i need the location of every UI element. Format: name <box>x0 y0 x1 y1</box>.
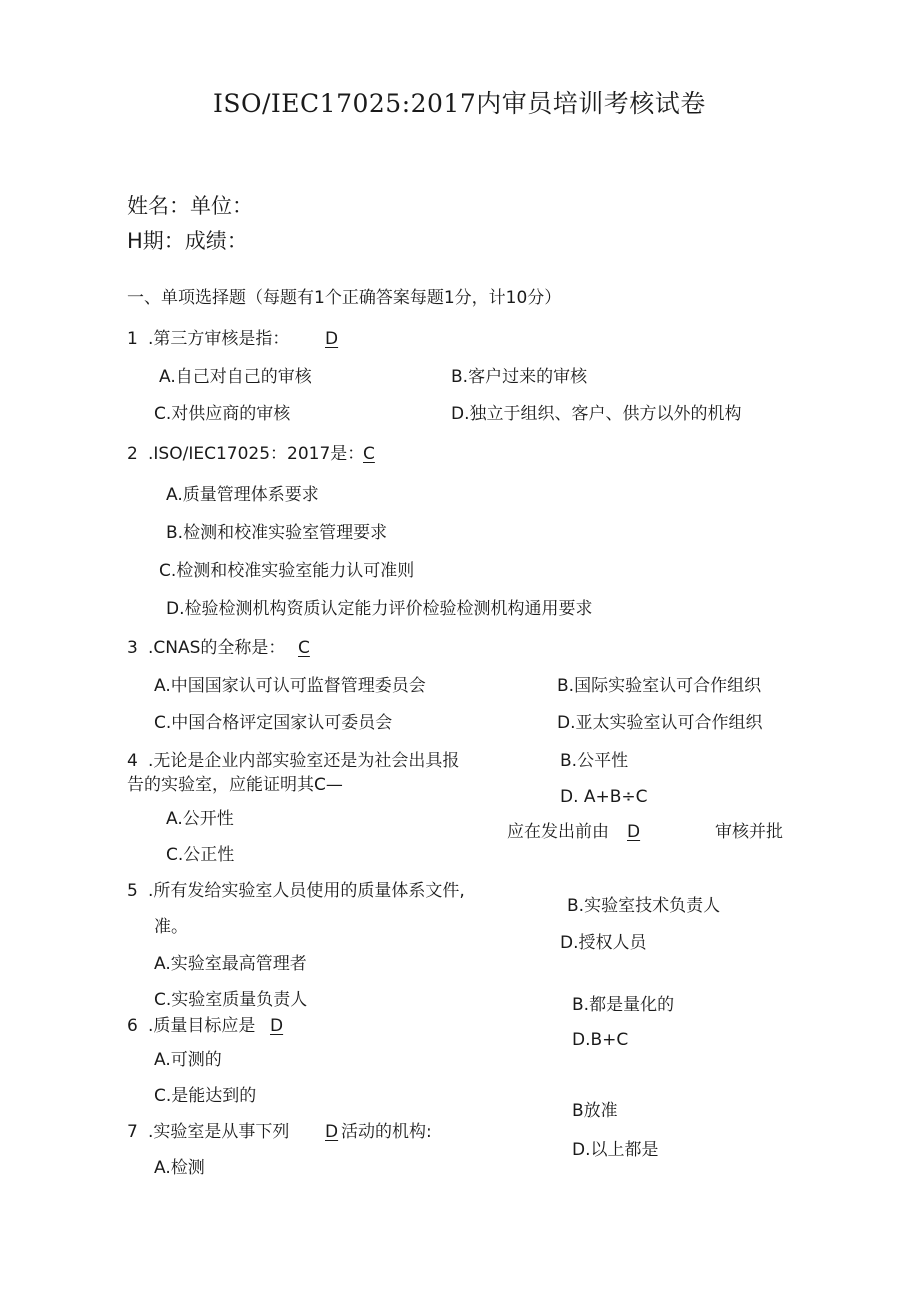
question-4-option-a: A.公开性 <box>166 809 234 829</box>
question-4-option-b: B.公平性 <box>560 751 629 771</box>
question-7-answer: D <box>325 1122 339 1142</box>
question-3-option-d: D.亚太实验室认可合作组织 <box>557 713 763 733</box>
question-2-option-a: A.质量管理体系要求 <box>166 485 319 505</box>
question-3-option-b: B.国际实验室认可合作组织 <box>557 676 762 696</box>
question-2-option-d: D.检验检测机构资质认定能力评价检验检测机构通用要求 <box>166 599 593 619</box>
question-7-text: .实验室是从事下列 <box>148 1122 290 1142</box>
question-7-text-after: 活动的机构: <box>341 1122 432 1142</box>
question-5-option-d: D.授权人员 <box>560 933 647 953</box>
question-4-number: 4 <box>127 751 138 771</box>
question-5-number: 5 <box>127 881 138 901</box>
question-4-option-c: C.公正性 <box>166 845 235 865</box>
question-1-number: 1 <box>127 329 138 349</box>
question-6-option-c: C.是能达到的 <box>154 1086 257 1106</box>
question-5-text-line1: .所有发给实验室人员使用的质量体系文件, <box>148 881 465 901</box>
exam-title: ISO/IEC17025:2017内审员培训考核试卷 <box>213 89 706 118</box>
section-heading: 一、单项选择题（每题有1个正确答案每题1分，计10分） <box>127 288 562 308</box>
question-5-right-prefix: 应在发出前由 <box>507 822 609 842</box>
question-6-answer: D <box>270 1016 284 1036</box>
question-6-option-b: B.都是量化的 <box>572 995 675 1015</box>
question-5-option-a: A.实验室最高管理者 <box>154 954 307 974</box>
question-5-option-c: C.实验室质量负责人 <box>154 990 308 1010</box>
question-7-number: 7 <box>127 1122 138 1142</box>
question-6-number: 6 <box>127 1016 138 1036</box>
question-6-text: .质量目标应是 <box>148 1016 256 1036</box>
question-2-text: .ISO/IEC17025：2017是： <box>148 444 365 464</box>
question-1-option-c: C.对供应商的审核 <box>154 404 291 424</box>
question-2-option-c: C.检测和校准实验室能力认可准则 <box>159 561 415 581</box>
question-3-option-a: A.中国国家认可认可监督管理委员会 <box>154 676 426 696</box>
question-1-option-b: B.客户过来的审核 <box>451 367 588 387</box>
question-7-option-d: D.以上都是 <box>572 1140 659 1160</box>
question-6-option-a: A.可测的 <box>154 1050 222 1070</box>
question-3-number: 3 <box>127 638 138 658</box>
question-3-text: .CNAS的全称是： <box>148 638 286 658</box>
name-unit-line: 姓名：单位： <box>127 194 253 218</box>
question-1-answer: D <box>325 329 339 349</box>
question-4-text-line1: .无论是企业内部实验室还是为社会出具报 <box>148 751 460 771</box>
question-7-option-a: A.检测 <box>154 1158 205 1178</box>
question-7-option-b: B放准 <box>572 1101 618 1121</box>
question-6-option-d: D.B+C <box>572 1030 629 1050</box>
date-score-line: H期：成绩： <box>127 229 248 253</box>
question-5-text-line2: 准。 <box>154 917 188 937</box>
question-4-text-line2: 告的实验室，应能证明其C— <box>127 775 343 795</box>
question-1-option-d: D.独立于组织、客户、供方以外的机构 <box>451 404 742 424</box>
question-5-option-b: B.实验室技术负责人 <box>567 896 721 916</box>
question-1-option-a: A.自己对自己的审核 <box>159 367 312 387</box>
question-2-answer: C <box>363 444 375 464</box>
question-2-number: 2 <box>127 444 138 464</box>
question-4-option-d: D. A+B÷C <box>560 787 648 807</box>
question-3-option-c: C.中国合格评定国家认可委员会 <box>154 713 393 733</box>
question-3-answer: C <box>298 638 310 658</box>
question-1-text: .第三方审核是指： <box>148 329 290 349</box>
question-5-right-suffix: 审核并批 <box>715 822 783 842</box>
question-2-option-b: B.检测和校准实验室管理要求 <box>166 523 388 543</box>
question-5-answer: D <box>627 822 641 842</box>
